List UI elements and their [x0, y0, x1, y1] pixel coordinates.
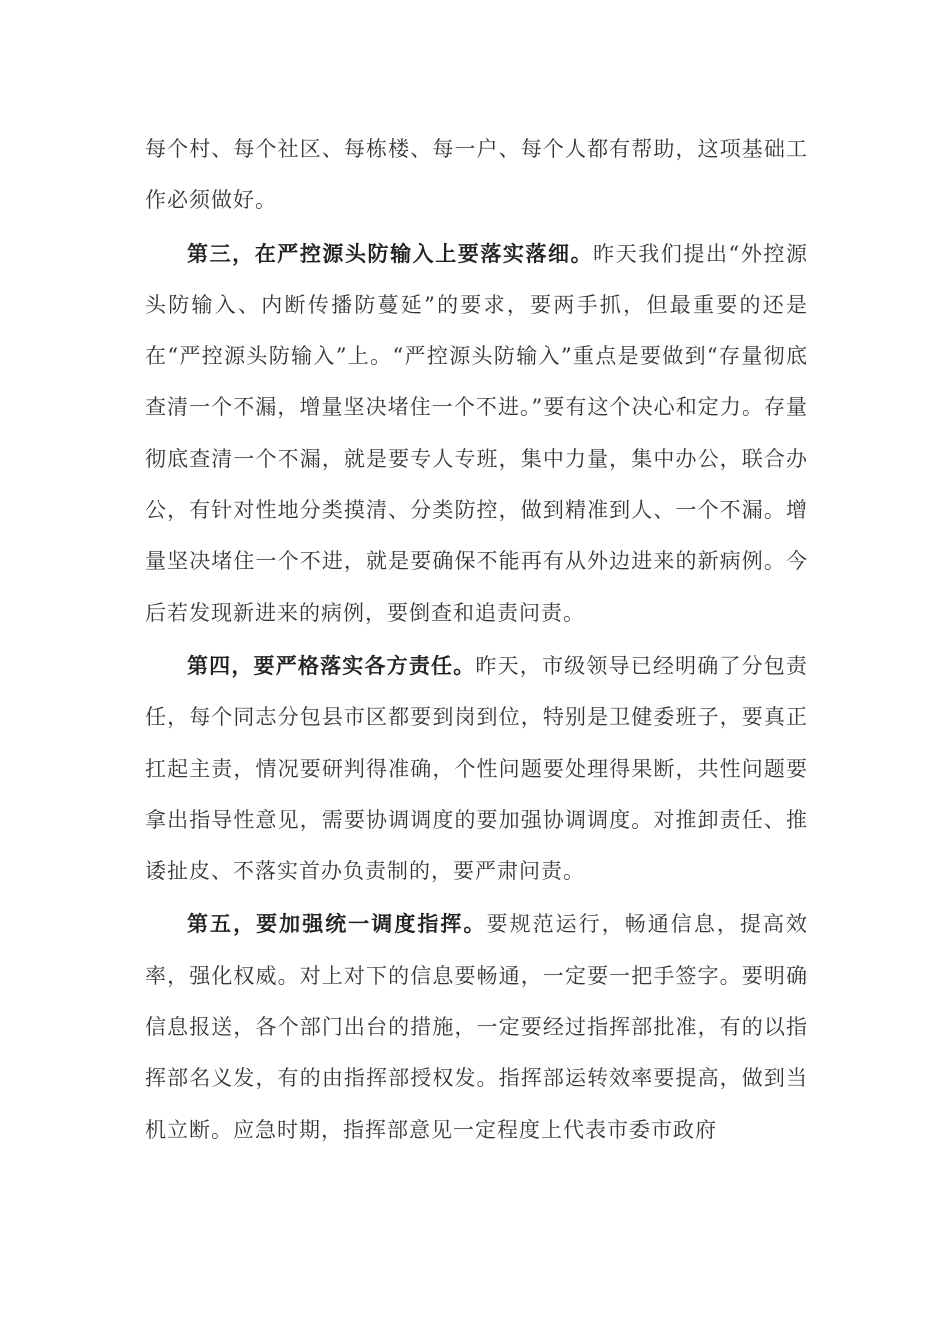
paragraph-heading: 第三，在严控源头防输入上要落实落细。 [187, 240, 594, 266]
paragraph-body: 昨天我们提出“外控源头防输入、内断传播防蔓延”的要求，要两手抓，但最重要的还是在“严控源头防输入”上。“严控源头防输入”重点是要做到“存量彻底查清一个不漏，增量坚决堵住一个不进。”要有这个决心和定力。存量彻底查清一个不漏，就是要专人专班，集中力量，集中办公，联合办公，有针对性地分类摸清、分类防控，做到精准到人、一个不漏。增量坚决堵住一个不进，就是要确保不能再有从外边进来的新病例。今后若发现新进来的病例，要倒查和追责问责。 [145, 241, 808, 625]
paragraph-continuation [145, 124, 808, 227]
paragraph-body: 昨天，市级领导已经明确了分包责任，每个同志分包县市区都要到岗到位，特别是卫健委班子，要真正扛起主责，情况要研判得准确，个性问题要处理得果断，共性问题要拿出指导性意见，需要协调调度的要加强协调调度。对推卸责任、推诿扯皮、不落实首办负责制的，要严肃问责。 [145, 653, 808, 884]
paragraph-heading: 第四，要严格落实各方责任。 [187, 652, 476, 678]
paragraph-fourth-point [145, 640, 808, 897]
paragraph-heading: 第五，要加强统一调度指挥。 [187, 911, 487, 937]
paragraph-third-point [145, 228, 808, 639]
paragraph-fifth-point [145, 898, 808, 1155]
paragraph-body: 要规范运行，畅通信息，提高效率，强化权威。对上对下的信息要畅通，一定要一把手签字。要明确信息报送，各个部门出台的措施，一定要经过指挥部批准，有的以指挥部名义发，有的由指挥部授权发。指挥部运转效率要提高，做到当机立断。应急时期，指挥部意见一定程度上代表市委市政府 [145, 912, 808, 1142]
paragraph-body: 每个村、每个社区、每栋楼、每一户、每个人都有帮助，这项基础工作必须做好。 [145, 137, 808, 213]
document-page [145, 124, 808, 1156]
